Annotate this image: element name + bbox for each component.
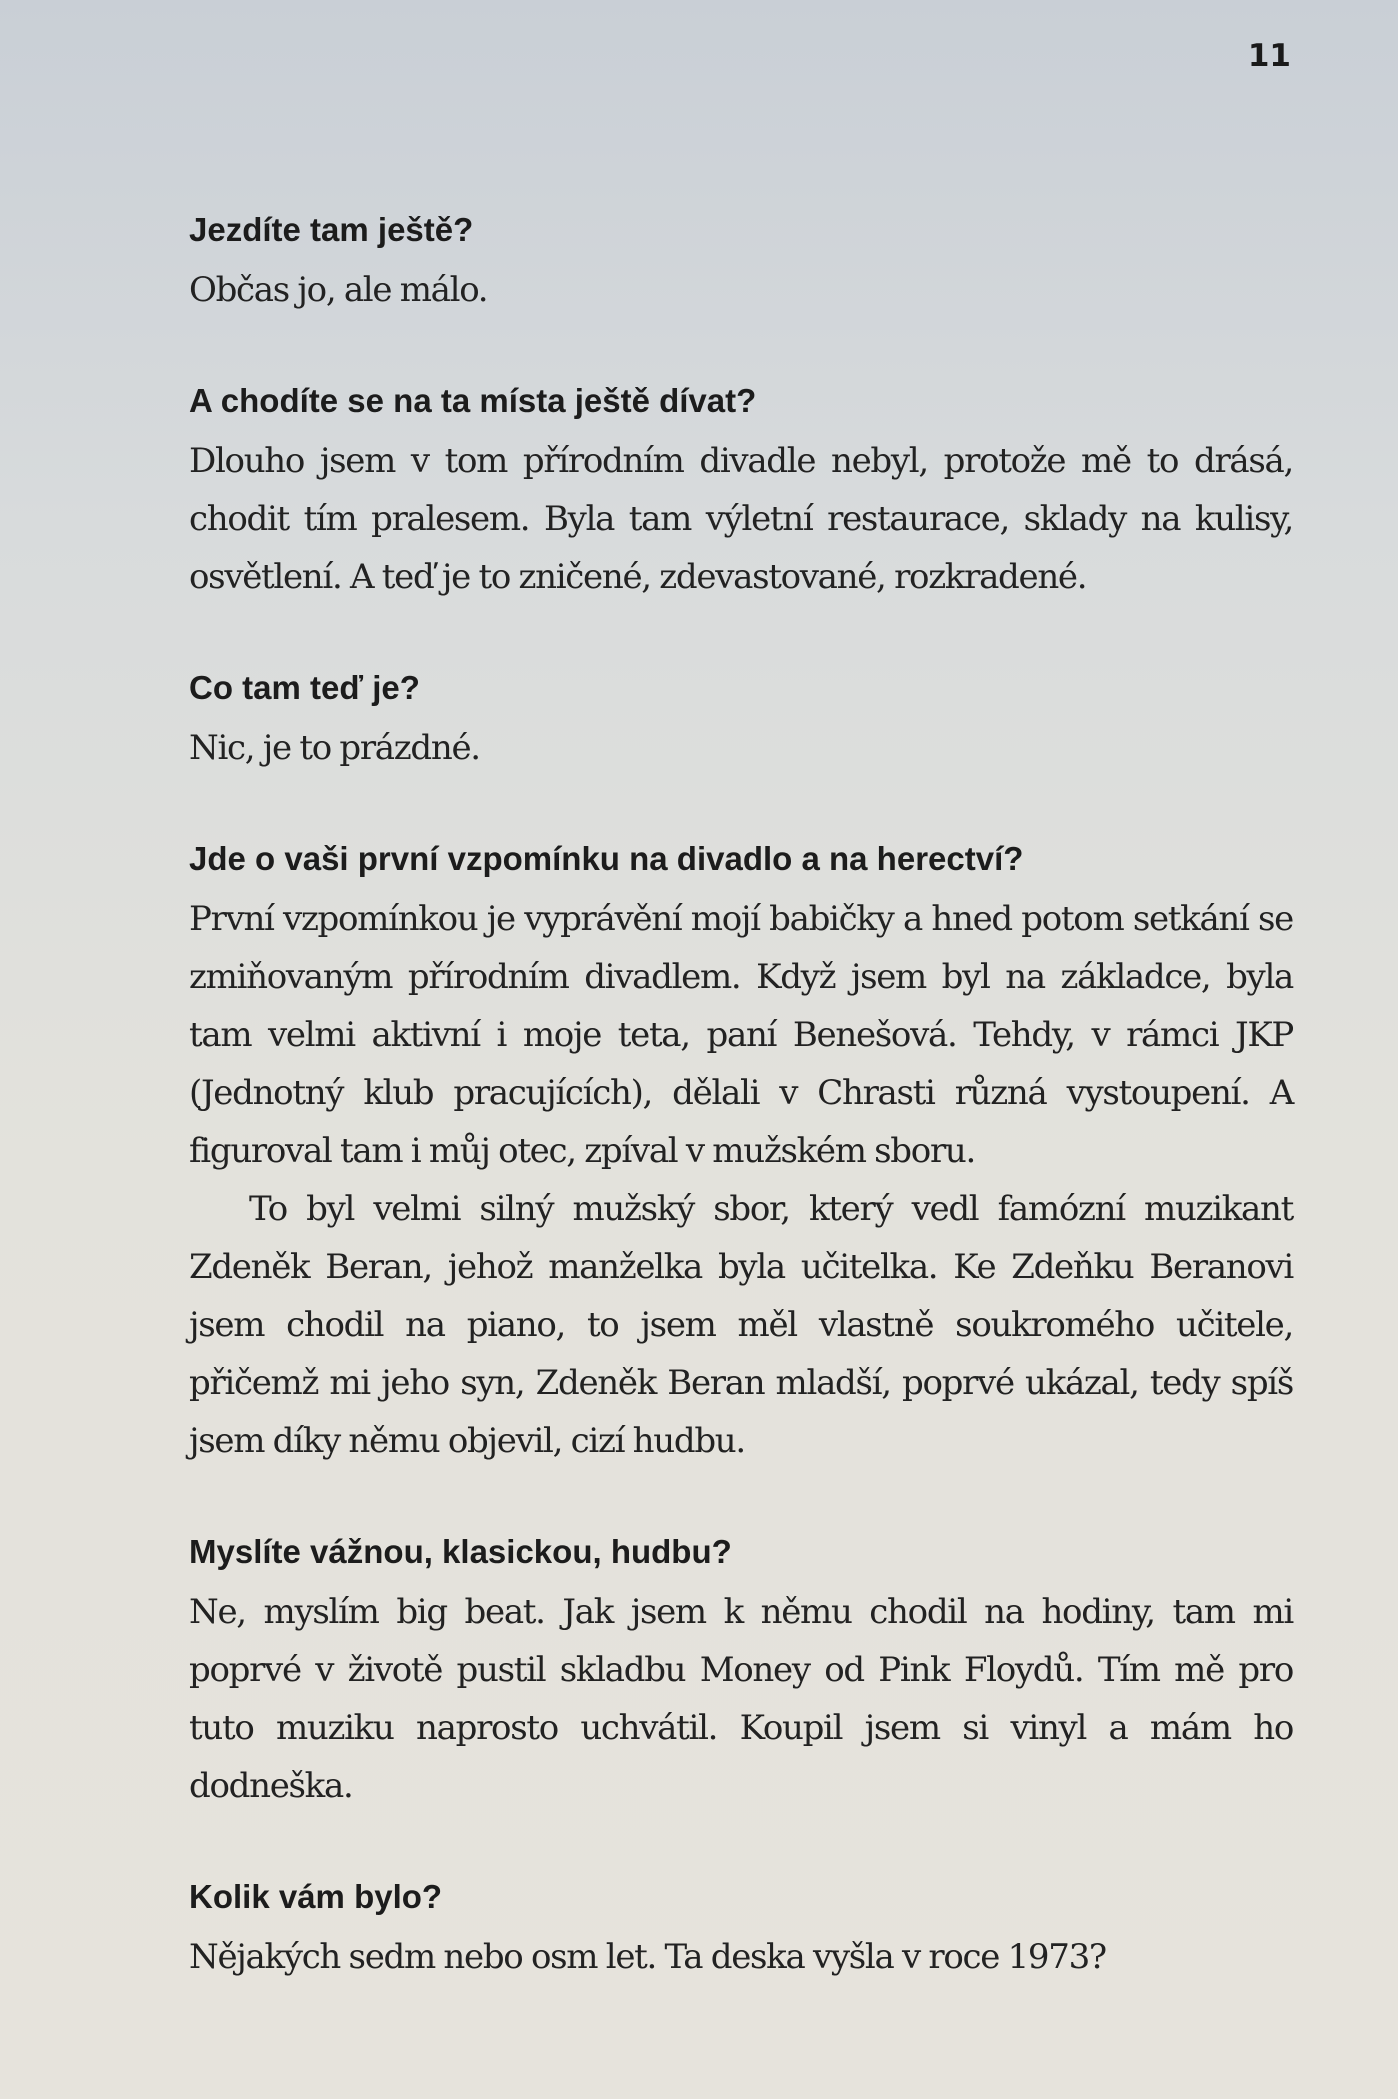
question: A chodíte se na ta místa ještě dívat? [189, 382, 757, 419]
qa-block [189, 206, 1293, 319]
answer-paragraph: Nějakých sedm nebo osm let. Ta deska vyšla v roce 1973? [189, 1937, 1106, 1977]
answer [189, 432, 1293, 606]
qa-block [189, 1528, 1293, 1815]
answer [189, 719, 1293, 777]
answer-paragraph: Nic, je to prázdné. [189, 728, 480, 768]
question: Jde o vaši první vzpomínku na divadlo a na herectví? [189, 840, 1024, 877]
qa-block [189, 835, 1293, 1470]
answer-paragraph: To byl velmi silný mužský sbor, který vedl famózní muzikant Zdeněk Beran, jehož manželka byla učitelka. Ke Zdeňku Beranovi jsem chodil na piano, to jsem měl vlastně soukromého učitele, přičemž mi jeho syn, Zdeněk Beran mladší, poprvé ukázal, tedy spíš jsem díky němu objevil, cizí hudbu. [189, 1189, 1293, 1461]
page-number: 11 [1247, 38, 1291, 74]
answer [189, 1928, 1293, 1986]
question: Myslíte vážnou, klasickou, hudbu? [189, 1533, 732, 1570]
qa-block [189, 377, 1293, 606]
answer [189, 1583, 1293, 1815]
answer-paragraph: Ne, myslím big beat. Jak jsem k němu chodil na hodiny, tam mi poprvé v životě pustil skladbu Money od Pink Floydů. Tím mě pro tuto muziku naprosto uchvátil. Koupil jsem si vinyl a mám ho dodneška. [189, 1592, 1293, 1806]
qa-block [189, 664, 1293, 777]
question: Kolik vám bylo? [189, 1878, 443, 1915]
answer [189, 890, 1293, 1470]
qa-block [189, 1873, 1293, 1986]
answer-paragraph: První vzpomínkou je vyprávění mojí babičky a hned potom setkání se zmiňovaným přírodním divadlem. Když jsem byl na základce, byla tam velmi aktivní i moje teta, paní Benešová. Tehdy, v rámci JKP (Jednotný klub pracujících), dělali v Chrasti různá vystoupení. A figuroval tam i můj otec, zpíval v mužském sboru. [189, 899, 1293, 1171]
question: Jezdíte tam ještě? [189, 211, 474, 248]
question: Co tam teď je? [189, 669, 420, 706]
answer-paragraph: Dlouho jsem v tom přírodním divadle nebyl, protože mě to drásá, chodit tím pralesem. Byla tam výletní restaurace, sklady na kulisy, osvětlení. A teď je to zničené, zdevastované, rozkradené. [189, 441, 1293, 597]
answer-paragraph: Občas jo, ale málo. [189, 270, 488, 310]
interview-text [189, 206, 1293, 2044]
answer [189, 261, 1293, 319]
